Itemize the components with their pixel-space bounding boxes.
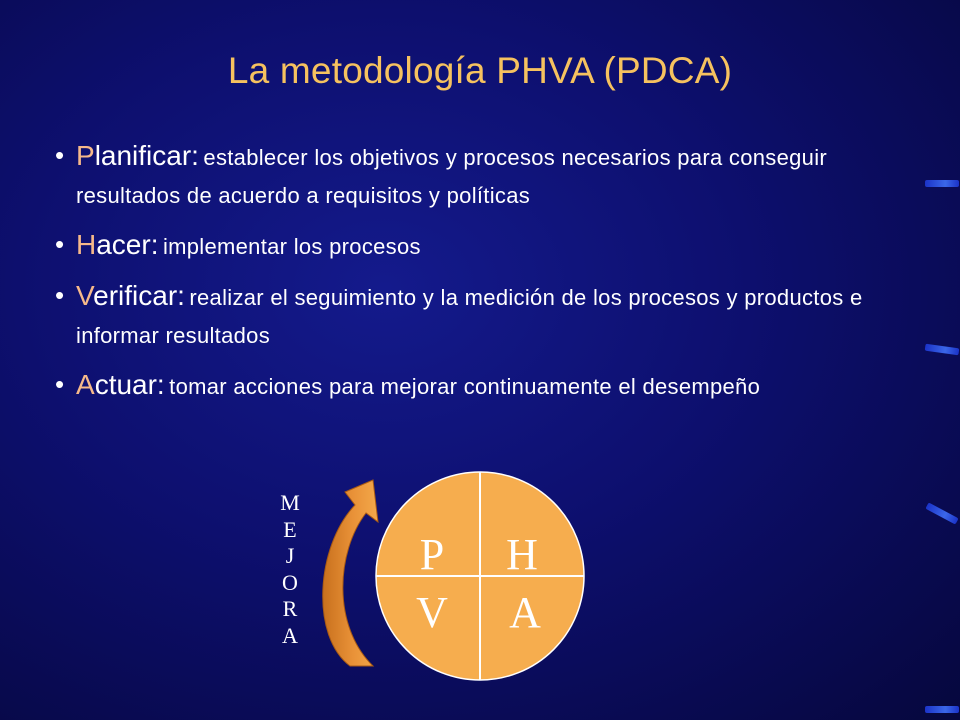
bullet-term [76, 369, 165, 400]
bullet-description: realizar el seguimiento y la medición de los procesos y productos e informar resultados [76, 285, 863, 348]
bullet-term-rest: ctuar: [94, 369, 165, 400]
bullet-term-rest: erificar: [93, 280, 185, 311]
bullet-term-initial: P [76, 140, 95, 171]
phva-cycle-graphic [270, 440, 590, 720]
quadrant-a-label: A [509, 588, 541, 637]
bullet-term-rest: lanificar: [94, 140, 199, 171]
mejora-letter: R [282, 596, 298, 621]
decorative-side-ticks [925, 170, 960, 720]
phva-cycle-diagram [270, 440, 590, 720]
bullet-planificar [55, 138, 875, 216]
mejora-letter: O [282, 569, 298, 595]
bullet-term-initial: H [76, 229, 97, 260]
mejora-letter: E [283, 516, 297, 542]
bullet-marker: • [55, 369, 65, 399]
bullet-description: implementar los procesos [162, 234, 421, 259]
bullet-description: establecer los objetivos y procesos necesarios para conseguir resultados de acuerdo a requisitos y políticas [76, 145, 828, 208]
quadrant-h-label: H [506, 530, 538, 579]
bullet-term-initial: A [76, 369, 95, 400]
mejora-letter: M [280, 490, 300, 515]
bullet-verificar [55, 278, 875, 356]
side-tick-decoration [925, 502, 958, 524]
bullet-marker: • [55, 280, 65, 310]
mejora-vertical-label [276, 490, 304, 649]
bullet-term [76, 140, 199, 171]
bullet-term-initial: V [76, 280, 94, 311]
mejora-letter: J [285, 543, 295, 568]
bullet-marker: • [55, 229, 65, 259]
side-tick-decoration [925, 706, 959, 713]
quadrant-p-label: P [419, 530, 445, 579]
bullet-hacer [55, 227, 875, 267]
quadrant-v-label: V [416, 588, 448, 637]
bullet-list [55, 138, 875, 418]
slide-title: La metodología PHVA (PDCA) [227, 50, 733, 91]
bullet-description: tomar acciones para mejorar continuamente el desempeño [169, 374, 761, 399]
bullet-term-rest: acer: [96, 229, 159, 260]
bullet-term [76, 280, 185, 311]
bullet-term [76, 229, 158, 260]
bullet-marker: • [55, 140, 65, 170]
mejora-letter: A [282, 622, 298, 648]
side-tick-decoration [925, 180, 959, 187]
side-tick-decoration [925, 344, 960, 356]
mejora-curved-arrow [323, 480, 378, 666]
bullet-actuar [55, 367, 875, 407]
